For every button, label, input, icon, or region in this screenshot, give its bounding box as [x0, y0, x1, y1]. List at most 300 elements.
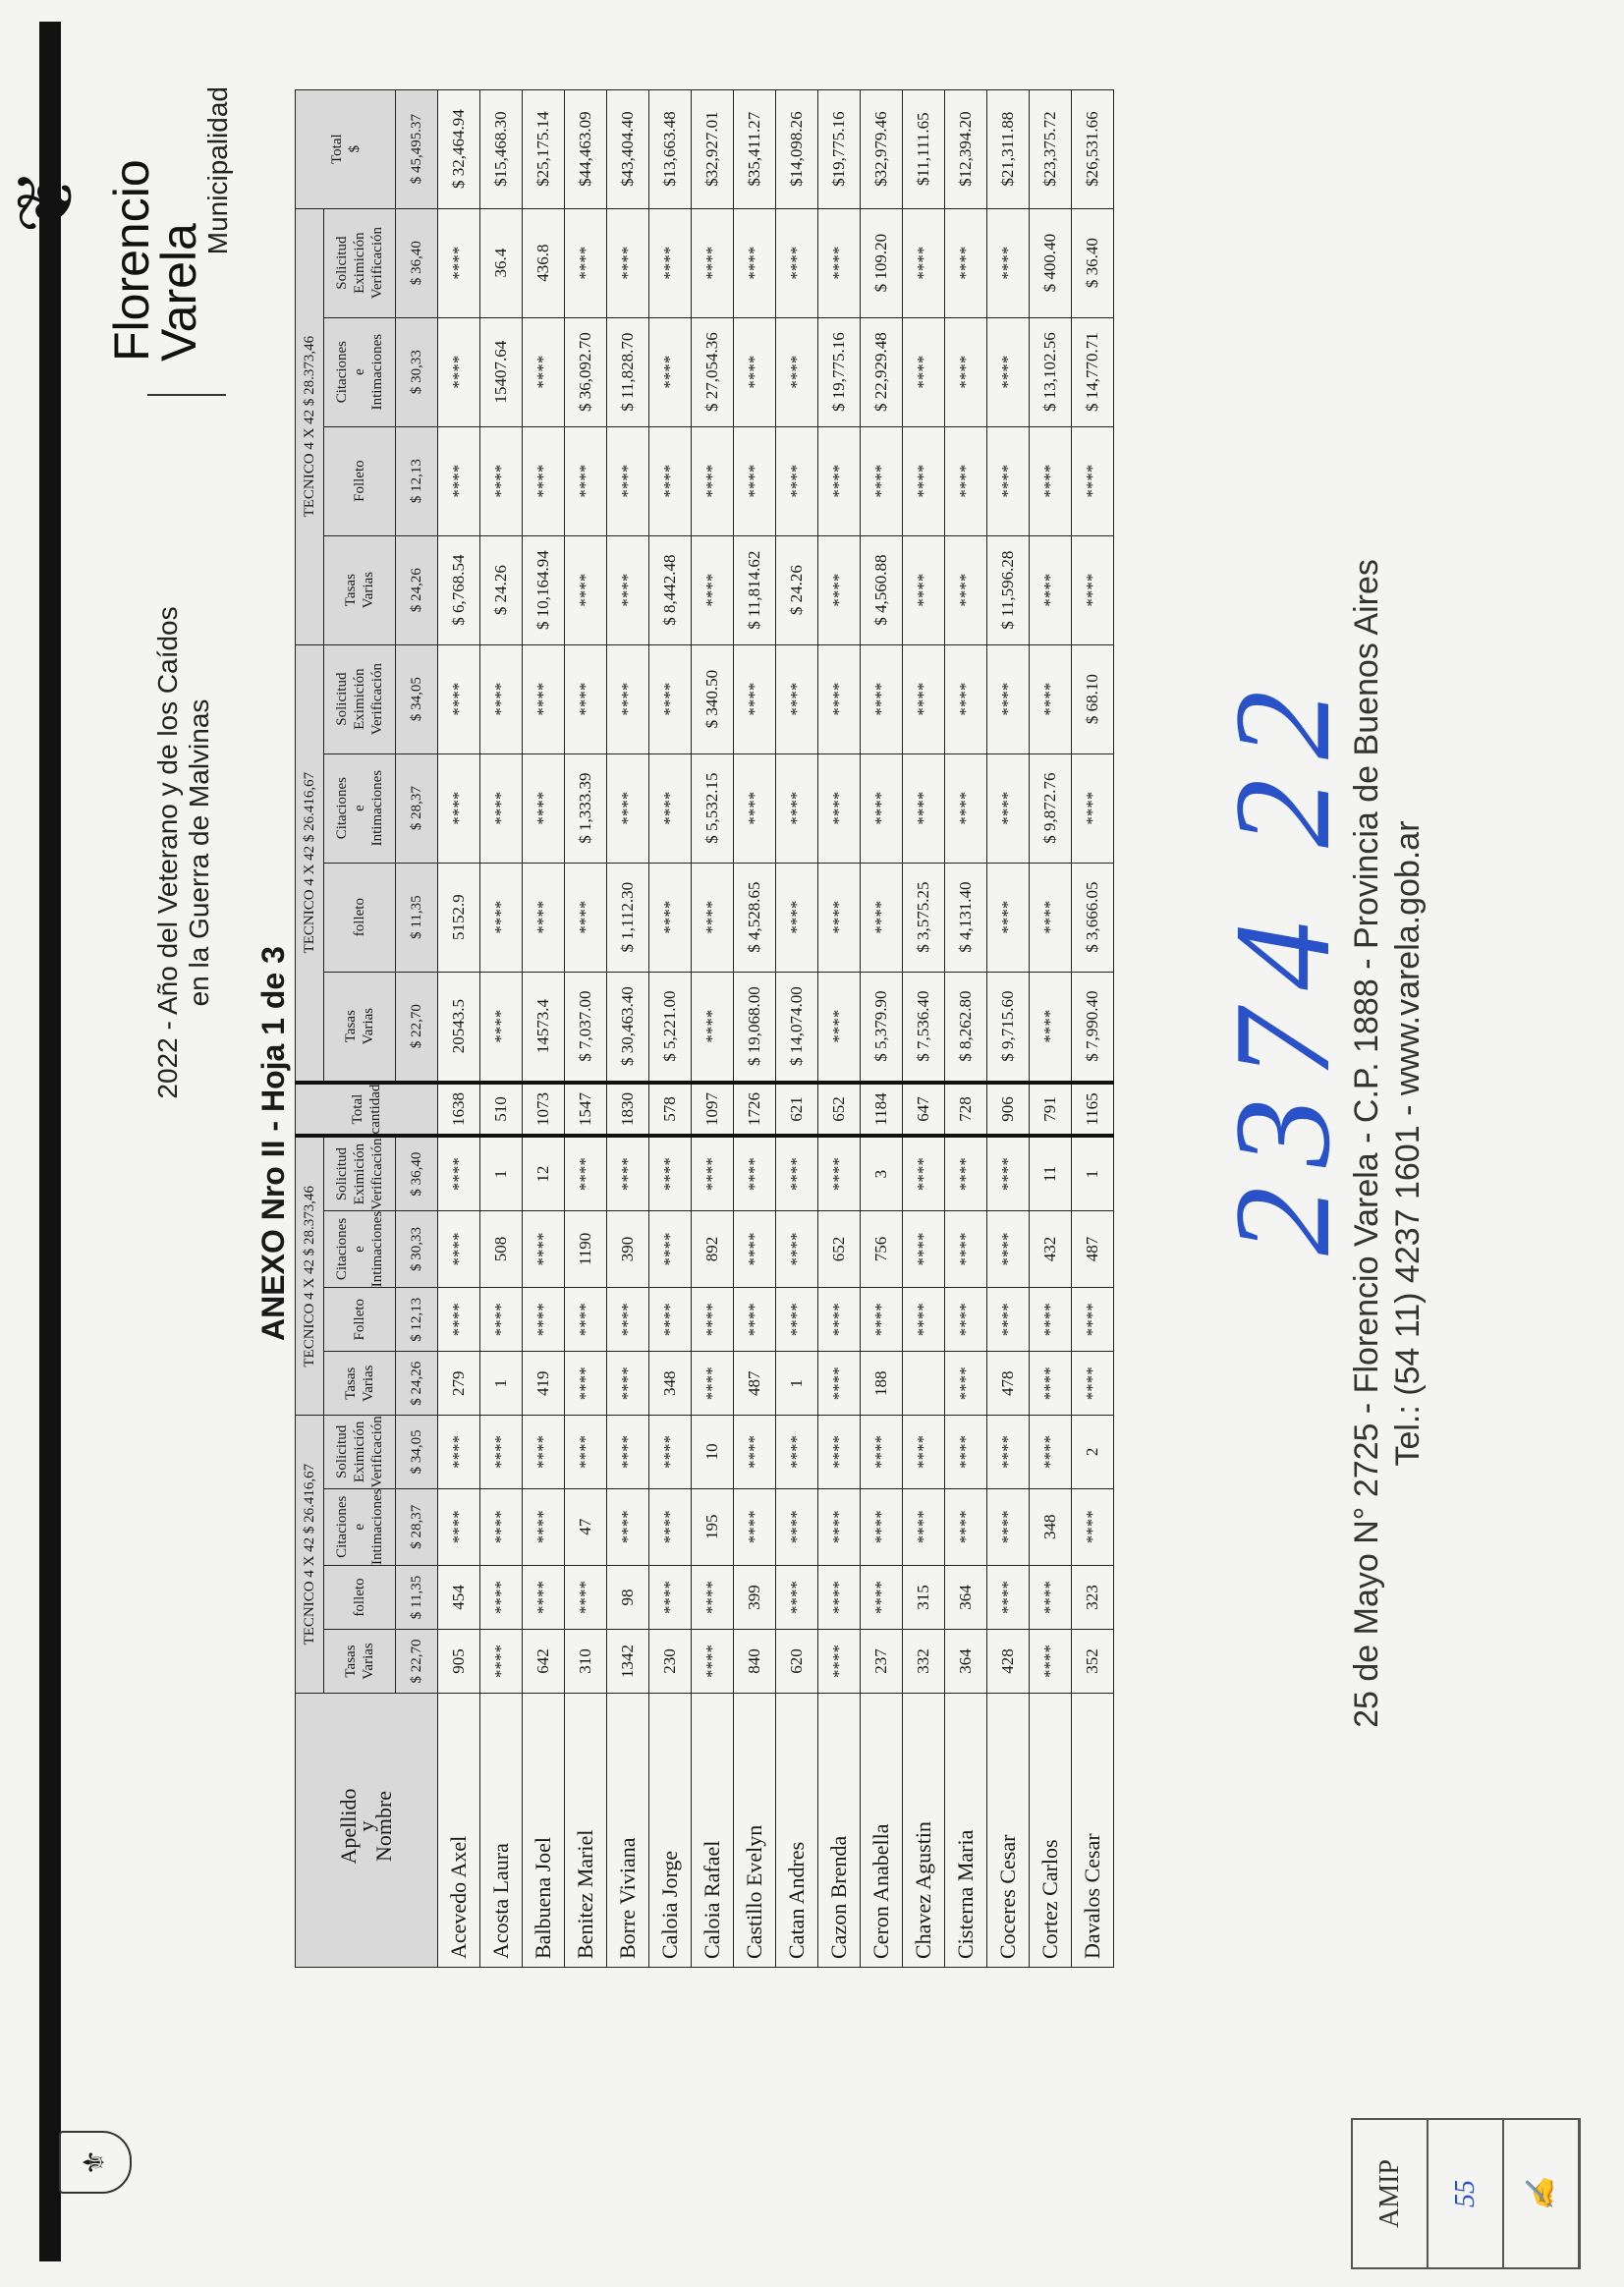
cell-total: $12,394.20 [945, 89, 987, 208]
cell-amount: $ 22,929.48 [861, 317, 903, 426]
cell-amount: **** [607, 753, 649, 863]
cell-total-qty: 1165 [1072, 1083, 1114, 1137]
cell-amount: **** [945, 753, 987, 863]
cell-amount: **** [438, 426, 480, 535]
footer-address: 25 de Mayo N° 2725 - Florencio Varela - C.P. 1888 - Provincia de Buenos Aires [1348, 559, 1385, 1728]
cell-quantity: **** [945, 1288, 987, 1352]
section-header: TECNICO 4 X 42 $ 28.373,46 [296, 1136, 324, 1415]
cell-amount: **** [818, 426, 861, 535]
column-price: $ 12,13 [396, 1288, 438, 1352]
table-row [607, 89, 649, 1967]
cell-amount: **** [523, 426, 565, 535]
cell-amount: **** [945, 317, 987, 426]
cell-amount: **** [1030, 535, 1072, 644]
cell-amount: $ 5,221.00 [649, 972, 692, 1083]
section-header: TECNICO 4 X 42 $ 26.416,67 [296, 644, 324, 1083]
cell-quantity: 11 [1030, 1136, 1072, 1210]
cell-quantity: 642 [523, 1630, 565, 1694]
cell-quantity: 230 [649, 1630, 692, 1694]
column-price: $ 11,35 [396, 1566, 438, 1630]
cell-amount: **** [903, 644, 945, 753]
cell-amount: **** [1072, 535, 1114, 644]
cell-quantity: **** [565, 1352, 607, 1416]
cell-quantity: 840 [734, 1630, 776, 1694]
cell-amount: **** [1030, 863, 1072, 972]
cell-quantity: **** [818, 1288, 861, 1352]
cell-amount: $ 36.40 [1072, 208, 1114, 317]
cell-amount: **** [1072, 426, 1114, 535]
cell-quantity: 12 [523, 1136, 565, 1210]
cell-amount: **** [861, 426, 903, 535]
florencio-varela-emblem-icon: ❦ [4, 167, 90, 234]
section-header: TECNICO 4 X 42 $ 28.373,46 [296, 208, 324, 644]
column-price: $ 36,40 [396, 208, 438, 317]
cell-quantity: 348 [649, 1352, 692, 1416]
cell-quantity: 892 [692, 1210, 734, 1287]
cell-total-qty: 1184 [861, 1083, 903, 1137]
cell-quantity: **** [818, 1416, 861, 1488]
cell-quantity: **** [903, 1136, 945, 1210]
cell-amount: **** [565, 644, 607, 753]
column-header: folleto [324, 1566, 396, 1630]
cell-total: $15,468.30 [480, 89, 523, 208]
cell-amount: $ 109.20 [861, 208, 903, 317]
cell-quantity: **** [692, 1352, 734, 1416]
cell-total-qty: 647 [903, 1083, 945, 1137]
cell-quantity: 390 [607, 1210, 649, 1287]
cell-quantity: **** [1072, 1352, 1114, 1416]
cell-amount: $ 11,828.70 [607, 317, 649, 426]
cell-quantity: 2 [1072, 1416, 1114, 1488]
cell-quantity: **** [480, 1630, 523, 1694]
cell-quantity: 332 [903, 1630, 945, 1694]
cell-quantity: **** [1030, 1288, 1072, 1352]
cell-quantity: **** [607, 1352, 649, 1416]
brand-name: Florencio Varela [104, 159, 206, 362]
page-title: ANEXO Nro II - Hoja 1 de 3 [255, 946, 291, 1341]
cell-quantity: **** [438, 1416, 480, 1488]
cell-quantity: 478 [987, 1352, 1030, 1416]
row-name: Caloia Jorge [649, 1694, 692, 1968]
cell-quantity: **** [734, 1210, 776, 1287]
cell-amount: **** [945, 208, 987, 317]
cell-amount: $ 1,333.39 [565, 753, 607, 863]
cell-amount: $ 14,074.00 [776, 972, 818, 1083]
column-header: Citaciones e Intimaciones [324, 1210, 396, 1287]
cell-quantity: 323 [1072, 1566, 1114, 1630]
cell-quantity: 47 [565, 1488, 607, 1565]
cell-quantity: 188 [861, 1352, 903, 1416]
cell-quantity: **** [1072, 1288, 1114, 1352]
column-header: Tasas Varias [324, 1352, 396, 1416]
cell-quantity: **** [523, 1488, 565, 1565]
cell-quantity: **** [523, 1210, 565, 1287]
cell-amount: **** [692, 426, 734, 535]
cell-quantity: **** [480, 1288, 523, 1352]
cell-quantity: 315 [903, 1566, 945, 1630]
cell-quantity: **** [776, 1136, 818, 1210]
cell-total: $25,175.14 [523, 89, 565, 208]
cell-amount: **** [734, 753, 776, 863]
cell-quantity: **** [1030, 1416, 1072, 1488]
cell-amount: $ 19,775.16 [818, 317, 861, 426]
column-price: $ 34,05 [396, 644, 438, 753]
cell-amount: **** [438, 753, 480, 863]
cell-amount: **** [649, 863, 692, 972]
cell-amount: **** [987, 426, 1030, 535]
header-total-qty: Total cantidad [296, 1083, 438, 1137]
column-header: Tasas Varias [324, 972, 396, 1083]
cell-quantity: **** [987, 1288, 1030, 1352]
cell-quantity: **** [734, 1488, 776, 1565]
cell-amount: $ 36,092.70 [565, 317, 607, 426]
cell-quantity: 454 [438, 1566, 480, 1630]
cell-amount: **** [734, 426, 776, 535]
cell-amount: $ 13,102.56 [1030, 317, 1072, 426]
row-name: Ceron Anabella [861, 1694, 903, 1968]
cell-amount: **** [649, 208, 692, 317]
cell-amount: **** [438, 644, 480, 753]
cell-amount: **** [523, 753, 565, 863]
cell-amount: **** [565, 535, 607, 644]
cell-quantity: **** [523, 1288, 565, 1352]
cell-quantity: 1 [1072, 1136, 1114, 1210]
table-row [692, 89, 734, 1967]
cell-amount: **** [776, 863, 818, 972]
cell-total-qty: 1073 [523, 1083, 565, 1137]
cell-quantity: **** [565, 1566, 607, 1630]
municipality-brand [4, 37, 234, 362]
cell-quantity: **** [692, 1566, 734, 1630]
cell-total-qty: 1638 [438, 1083, 480, 1137]
cell-total: $44,463.09 [565, 89, 607, 208]
cell-quantity: **** [945, 1352, 987, 1416]
cell-amount: **** [480, 753, 523, 863]
cell-amount: **** [607, 644, 649, 753]
row-name: Cortez Carlos [1030, 1694, 1072, 1968]
cell-amount: **** [903, 317, 945, 426]
cell-quantity: **** [861, 1416, 903, 1488]
cell-quantity: **** [438, 1488, 480, 1565]
cell-quantity: **** [903, 1488, 945, 1565]
year-line-2: en la Guerra de Malvinas [184, 698, 214, 1007]
cell-quantity: **** [692, 1630, 734, 1694]
cell-amount: **** [649, 317, 692, 426]
cell-quantity: 364 [945, 1630, 987, 1694]
amip-stamp-box [1351, 2118, 1581, 2269]
cell-quantity: **** [987, 1136, 1030, 1210]
cell-quantity: **** [607, 1488, 649, 1565]
cell-quantity: 487 [1072, 1210, 1114, 1287]
cell-quantity: **** [987, 1416, 1030, 1488]
cell-amount: **** [818, 863, 861, 972]
cell-quantity: **** [734, 1136, 776, 1210]
table-row [903, 89, 945, 1967]
cell-amount: **** [1072, 753, 1114, 863]
cell-amount: $ 19,068.00 [734, 972, 776, 1083]
cell-amount: **** [734, 208, 776, 317]
column-header: Solicitud Eximición Verificación [324, 644, 396, 753]
cell-total-qty: 621 [776, 1083, 818, 1137]
cell-amount: $ 30,463.40 [607, 972, 649, 1083]
cell-quantity: **** [903, 1288, 945, 1352]
cell-amount: $ 11,814.62 [734, 535, 776, 644]
cell-total: $23,375.72 [1030, 89, 1072, 208]
cell-amount: **** [607, 426, 649, 535]
cell-quantity: **** [861, 1566, 903, 1630]
cell-amount: **** [818, 644, 861, 753]
table-row [565, 89, 607, 1967]
cell-quantity: **** [776, 1416, 818, 1488]
cell-total: $ 32,464.94 [438, 89, 480, 208]
cell-quantity: **** [987, 1210, 1030, 1287]
handwritten-stamp-number: 2374 22 [1206, 671, 1359, 1255]
cell-amount: $ 27,054.36 [692, 317, 734, 426]
cell-total: $21,311.88 [987, 89, 1030, 208]
cell-amount: $ 7,037.00 [565, 972, 607, 1083]
cell-quantity [903, 1352, 945, 1416]
cell-total-qty: 906 [987, 1083, 1030, 1137]
cell-amount: $ 4,131.40 [945, 863, 987, 972]
table-row [776, 89, 818, 1967]
cell-quantity: **** [480, 1416, 523, 1488]
cell-quantity: **** [607, 1288, 649, 1352]
cell-amount: $ 7,990.40 [1072, 972, 1114, 1083]
cell-amount: 15407.64 [480, 317, 523, 426]
anexo-table [295, 89, 1114, 1968]
cell-amount: **** [480, 863, 523, 972]
row-name: Cisterna Maria [945, 1694, 987, 1968]
column-price: $ 28,37 [396, 753, 438, 863]
cell-amount: **** [903, 208, 945, 317]
cell-amount: 20543.5 [438, 972, 480, 1083]
cell-amount: $ 9,715.60 [987, 972, 1030, 1083]
cell-quantity: **** [945, 1488, 987, 1565]
cell-amount: $ 5,379.90 [861, 972, 903, 1083]
cell-quantity: **** [818, 1136, 861, 1210]
cell-amount: **** [438, 317, 480, 426]
cell-total: $14,098.26 [776, 89, 818, 208]
column-price: $ 36,40 [396, 1136, 438, 1210]
cell-quantity: **** [818, 1566, 861, 1630]
cell-quantity: **** [607, 1416, 649, 1488]
cell-quantity: 487 [734, 1352, 776, 1416]
row-name: Balbuena Joel [523, 1694, 565, 1968]
cell-amount: **** [565, 426, 607, 535]
cell-quantity: 364 [945, 1566, 987, 1630]
cell-amount: 14573.4 [523, 972, 565, 1083]
table-row [438, 89, 480, 1967]
row-name: Acosta Laura [480, 1694, 523, 1968]
cell-quantity: **** [692, 1136, 734, 1210]
cell-amount: **** [523, 644, 565, 753]
cell-amount: **** [1030, 644, 1072, 753]
cell-quantity: **** [649, 1288, 692, 1352]
cell-quantity: 310 [565, 1630, 607, 1694]
column-price: $ 30,33 [396, 1210, 438, 1287]
cell-quantity: **** [987, 1488, 1030, 1565]
cell-quantity: **** [649, 1566, 692, 1630]
cell-amount: **** [734, 317, 776, 426]
cell-amount: **** [692, 863, 734, 972]
row-name: Caloia Rafael [692, 1694, 734, 1968]
cell-total-qty: 1097 [692, 1083, 734, 1137]
column-header: Citaciones e Intimaciones [324, 317, 396, 426]
cell-total: $35,411.27 [734, 89, 776, 208]
cell-amount: $ 5,532.15 [692, 753, 734, 863]
cell-amount: **** [861, 863, 903, 972]
year-motto [152, 430, 215, 1275]
cell-quantity: 1 [776, 1352, 818, 1416]
cell-amount: $ 6,768.54 [438, 535, 480, 644]
cell-total: $32,979.46 [861, 89, 903, 208]
cell-amount: **** [692, 972, 734, 1083]
cell-amount: **** [649, 644, 692, 753]
cell-amount: **** [565, 863, 607, 972]
column-header: Citaciones e Intimaciones [324, 753, 396, 863]
cell-amount: $ 68.10 [1072, 644, 1114, 753]
cell-amount: **** [565, 208, 607, 317]
cell-quantity: **** [565, 1288, 607, 1352]
amip-number: 55 [1428, 2120, 1504, 2267]
cell-quantity: **** [776, 1210, 818, 1287]
cell-amount: **** [987, 863, 1030, 972]
column-price: $ 24,26 [396, 1352, 438, 1416]
cell-quantity: 756 [861, 1210, 903, 1287]
brand-sub: Municipalidad [202, 86, 233, 255]
cell-quantity: **** [1030, 1630, 1072, 1694]
cell-quantity: 432 [1030, 1210, 1072, 1287]
table-row [480, 89, 523, 1967]
cell-amount: **** [818, 208, 861, 317]
cell-amount: $ 1,112.30 [607, 863, 649, 972]
cell-total-qty: 1830 [607, 1083, 649, 1137]
column-price: $ 24,26 [396, 535, 438, 644]
cell-amount: $ 8,262.80 [945, 972, 987, 1083]
cell-amount: $ 14,770.71 [1072, 317, 1114, 426]
cell-quantity: **** [818, 1352, 861, 1416]
header-divider [147, 394, 226, 396]
row-name: Castillo Evelyn [734, 1694, 776, 1968]
cell-quantity: **** [903, 1416, 945, 1488]
section-header: TECNICO 4 X 42 $ 26.416,67 [296, 1416, 324, 1694]
column-header: Tasas Varias [324, 1630, 396, 1694]
cell-amount: **** [480, 426, 523, 535]
cell-total: $13,663.48 [649, 89, 692, 208]
cell-amount: **** [776, 426, 818, 535]
row-name: Coceres Cesar [987, 1694, 1030, 1968]
cell-quantity: **** [776, 1566, 818, 1630]
cell-quantity: **** [649, 1488, 692, 1565]
table-row [734, 89, 776, 1967]
row-name: Borre Viviana [607, 1694, 649, 1968]
cell-quantity: 652 [818, 1210, 861, 1287]
cell-quantity: **** [903, 1210, 945, 1287]
cell-amount: **** [692, 535, 734, 644]
cell-quantity: **** [438, 1288, 480, 1352]
cell-amount: $ 24.26 [776, 535, 818, 644]
cell-quantity: **** [776, 1488, 818, 1565]
cell-amount: **** [649, 426, 692, 535]
table-row [523, 89, 565, 1967]
cell-quantity: 1 [480, 1136, 523, 1210]
cell-amount: **** [1030, 426, 1072, 535]
cell-amount: **** [818, 535, 861, 644]
cell-quantity: 237 [861, 1630, 903, 1694]
cell-amount: $ 11,596.28 [987, 535, 1030, 644]
cell-quantity: 419 [523, 1352, 565, 1416]
table-row [1072, 89, 1114, 1967]
header-total: Total $ [296, 89, 396, 208]
table-row [1030, 89, 1072, 1967]
cell-amount: **** [649, 753, 692, 863]
cell-quantity: 620 [776, 1630, 818, 1694]
cell-quantity: **** [861, 1288, 903, 1352]
cell-amount: **** [776, 644, 818, 753]
cell-amount: $ 3,575.25 [903, 863, 945, 972]
cell-quantity: **** [945, 1210, 987, 1287]
year-line-1: 2022 - Año del Veterano y de los Caídos [152, 606, 183, 1099]
cell-quantity: **** [734, 1288, 776, 1352]
row-name: Benitez Mariel [565, 1694, 607, 1968]
cell-quantity: **** [945, 1416, 987, 1488]
cell-quantity: **** [987, 1566, 1030, 1630]
cell-amount: **** [861, 753, 903, 863]
cell-quantity: **** [818, 1630, 861, 1694]
cell-amount: **** [1030, 972, 1072, 1083]
row-name: Acevedo Axel [438, 1694, 480, 1968]
table-row [818, 89, 861, 1967]
cell-amount: **** [480, 972, 523, 1083]
cell-amount: **** [945, 535, 987, 644]
column-price: $ 34,05 [396, 1416, 438, 1488]
cell-total: $32,927.01 [692, 89, 734, 208]
cell-amount: **** [607, 208, 649, 317]
cell-total-qty: 510 [480, 1083, 523, 1137]
cell-quantity: 3 [861, 1136, 903, 1210]
cell-quantity: **** [649, 1416, 692, 1488]
table-row [945, 89, 987, 1967]
table-row [649, 89, 692, 1967]
row-name: Catan Andres [776, 1694, 818, 1968]
row-name: Chavez Agustin [903, 1694, 945, 1968]
cell-amount: **** [987, 644, 1030, 753]
cell-amount: 5152.9 [438, 863, 480, 972]
table-row [987, 89, 1030, 1967]
cell-quantity: 195 [692, 1488, 734, 1565]
cell-amount: **** [818, 753, 861, 863]
cell-amount: **** [692, 208, 734, 317]
cell-amount: **** [523, 317, 565, 426]
cell-amount: $ 8,442.48 [649, 535, 692, 644]
column-header: Solicitud Eximición Verificación [324, 208, 396, 317]
cell-amount: $ 24.26 [480, 535, 523, 644]
cell-quantity: 348 [1030, 1488, 1072, 1565]
cell-amount: **** [987, 753, 1030, 863]
cell-amount: $ 3,666.05 [1072, 863, 1114, 972]
column-price: $ 22,70 [396, 972, 438, 1083]
cell-quantity: 399 [734, 1566, 776, 1630]
cell-quantity: **** [523, 1566, 565, 1630]
cell-amount: **** [607, 535, 649, 644]
cell-quantity: **** [649, 1136, 692, 1210]
cell-amount: **** [438, 208, 480, 317]
cell-amount: $ 4,528.65 [734, 863, 776, 972]
cell-quantity: 98 [607, 1566, 649, 1630]
cell-quantity: **** [607, 1136, 649, 1210]
cell-quantity: **** [1030, 1352, 1072, 1416]
cell-amount: $ 340.50 [692, 644, 734, 753]
